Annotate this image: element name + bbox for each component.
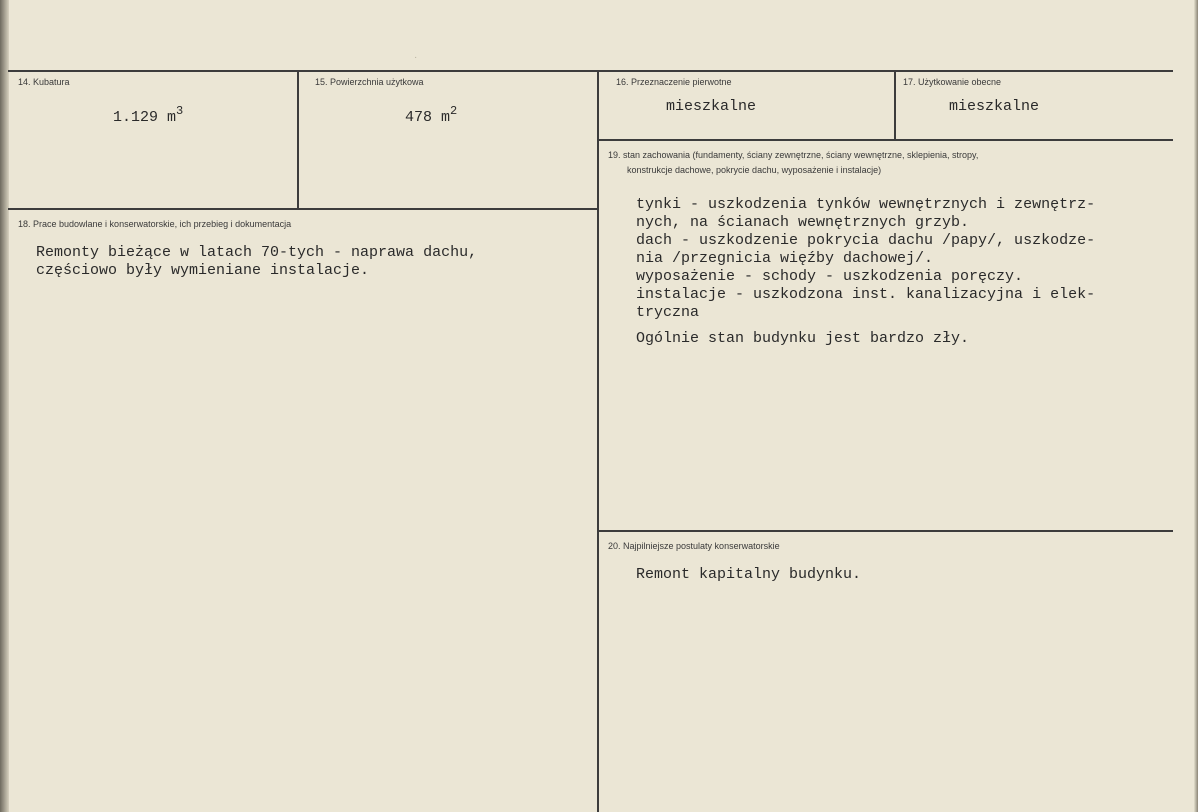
field-20-label: 20. Najpilniejsze postulaty konserwatorskie bbox=[608, 541, 780, 551]
field-18-line: Remonty bieżące w latach 70-tych - naprawa dachu, bbox=[36, 244, 478, 261]
field-14-label: 14. Kubatura bbox=[18, 77, 70, 87]
field-17-value: mieszkalne bbox=[949, 98, 1040, 115]
field-16-value: mieszkalne bbox=[666, 98, 757, 115]
field-19-line: wyposażenie - schody - uszkodzenia poręczy. bbox=[636, 268, 1024, 285]
field-15-label: 15. Powierzchnia użytkowa bbox=[315, 77, 424, 87]
card-edge-left bbox=[0, 0, 9, 812]
rule-right-upper bbox=[598, 139, 1173, 141]
faint-mark: · bbox=[414, 52, 418, 63]
field-20-value: Remont kapitalny budynku. bbox=[636, 566, 862, 583]
field-14-value bbox=[113, 104, 183, 126]
field-18-label: 18. Prace budowlane i konserwatorskie, ich przebieg i dokumentacja bbox=[18, 219, 292, 229]
field-19-label-line: konstrukcje dachowe, pokrycie dachu, wyposażenie i instalacje) bbox=[627, 165, 882, 175]
rule-v-14-15 bbox=[297, 70, 299, 209]
field-17-label: 17. Użytkowanie obecne bbox=[903, 77, 1002, 87]
field-18-text bbox=[36, 244, 477, 280]
field-19-line: nych, na ścianach wewnętrznych grzyb. bbox=[636, 214, 970, 231]
rule-left-mid bbox=[8, 208, 598, 210]
field-19-line: dach - uszkodzenie pokrycia dachu /papy/, uszkodze- bbox=[636, 232, 1096, 249]
rule-right-lower bbox=[598, 530, 1173, 532]
field-15-value bbox=[405, 104, 457, 126]
field-18-line: częściowo były wymieniane instalacje. bbox=[36, 262, 370, 279]
field-19-label-line: 19. stan zachowania (fundamenty, ściany zewnętrzne, ściany wewnętrzne, sklepienia, stropy, bbox=[608, 150, 979, 160]
field-19-line: tryczna bbox=[636, 304, 700, 321]
field-19-line: nia /przegnicia więźby dachowej/. bbox=[636, 250, 934, 267]
rule-top bbox=[8, 70, 1173, 72]
field-19-text bbox=[636, 196, 1095, 348]
field-15-value-text: 478 m bbox=[405, 109, 451, 126]
field-15-value-exp: 2 bbox=[450, 104, 458, 118]
field-14-value-text: 1.129 m bbox=[113, 109, 177, 126]
field-19-line: instalacje - uszkodzona inst. kanalizacyjna i elek- bbox=[636, 286, 1096, 303]
field-19-label bbox=[608, 149, 978, 176]
field-19-line: tynki - uszkodzenia tynków wewnętrznych i zewnętrz- bbox=[636, 196, 1096, 213]
field-14-value-exp: 3 bbox=[176, 104, 184, 118]
card-edge-right bbox=[1194, 0, 1198, 812]
rule-v-16-17 bbox=[894, 70, 896, 140]
field-19-summary: Ogólnie stan budynku jest bardzo zły. bbox=[636, 330, 970, 347]
rule-v-center bbox=[597, 70, 599, 812]
field-16-label: 16. Przeznaczenie pierwotne bbox=[616, 77, 732, 87]
